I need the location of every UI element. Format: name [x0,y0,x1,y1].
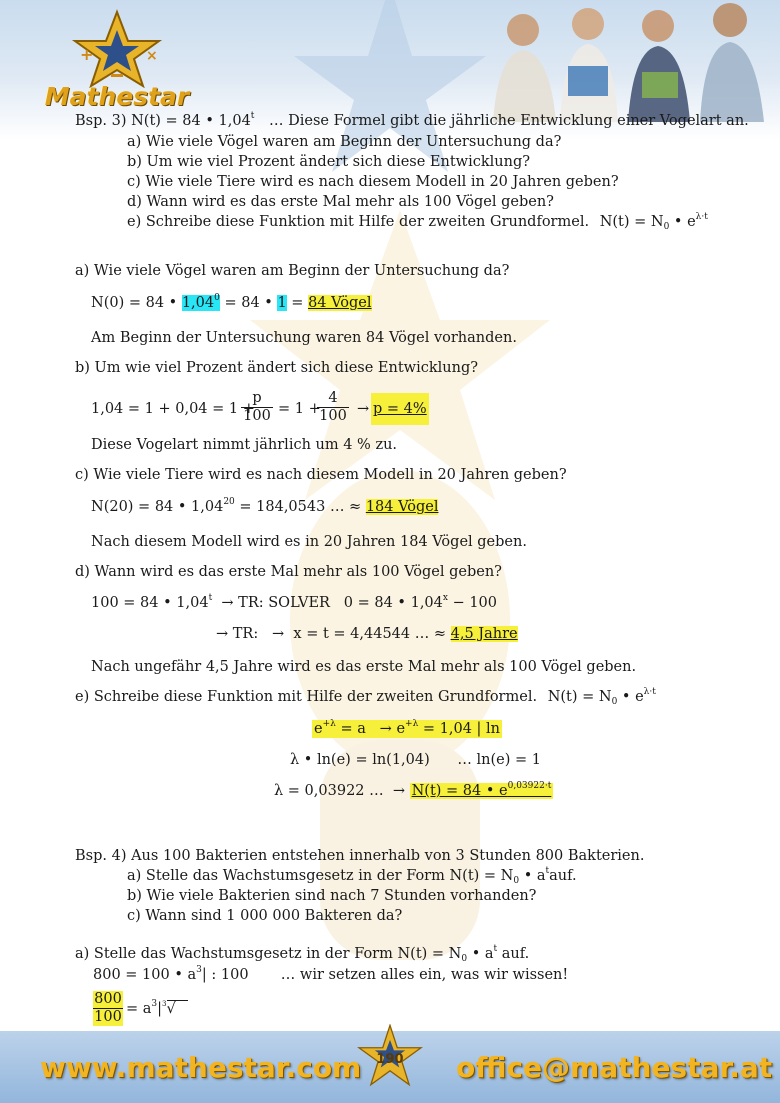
solution3-d-equation-2 [216,625,518,643]
b-eq-mid: = 1 + [278,401,321,417]
solution3-b-answer: Diese Vogelart nimmt jährlich um 4 % zu. [91,437,398,453]
s4-title-end: auf. [497,946,530,962]
b-fraction-1 [241,390,273,425]
s4-title-sub: 0 [461,954,468,964]
task3-label: Bsp. 3) [75,113,127,129]
task3-question-e [127,213,708,231]
solution4-a-title [75,945,529,963]
e-title-exp: λ·t [643,687,656,697]
task3-heading [75,112,749,130]
s4-frac-denominator: 100 [94,1009,122,1025]
task4-qa-sub: 0 [513,876,520,886]
s4-title-mid: • a [467,946,494,962]
e-eq1-b: = a → e [335,721,406,737]
b-arrow: → [357,401,370,417]
a-eq-start: N(0) = 84 • [91,295,178,311]
task3-question-e-sub: 0 [663,222,670,232]
e-title-formula: N(t) = N [547,689,612,705]
c-eq: N(20) = 84 • 1,04 [91,499,224,515]
solution3-a-equation [91,294,372,312]
d-result: 4,5 Jahre [450,626,518,642]
solution3-c-answer: Nach diesem Modell wird es in 20 Jahren 184 Vögel geben. [91,534,527,550]
s4-eq1-rest: | : 100 … wir setzen alles ein, was wir wissen! [201,967,569,983]
d-eq1-exp: t [208,593,213,603]
mathestar-logo [42,8,192,112]
task3-question-e-exp: λ·t [695,212,708,222]
c-eq-exp: 20 [223,497,235,507]
students-photo [468,2,780,122]
s4-eq2-exp: 3 [151,999,158,1009]
s4-title-exp: t [493,944,498,954]
b-frac1-numerator: p [241,390,273,408]
solution3-b-title: b) Um wie viel Prozent ändert sich diese Entwicklung? [75,360,479,376]
e-result-text: N(t) = 84 • e [411,783,508,799]
e-result-exp: 0,03922·t [507,781,552,791]
task4-qa-mid: • a [519,868,546,884]
s4-eq1-exp: 3 [196,965,202,975]
page-number: 190 [376,1052,404,1067]
task4-question-b: b) Wie viele Bakterien sind nach 7 Stunden vorhanden? [127,888,537,904]
d-eq1-rest: → TR: SOLVER 0 = 84 • 1,04 [212,595,443,611]
footer-email-link[interactable]: office@mathestar.at [456,1051,773,1084]
e-title-mid: • e [617,689,644,705]
s4-eq2-rest: | [157,1001,163,1017]
task3-question-b: b) Um wie viel Prozent ändert sich diese Entwicklung? [127,154,531,170]
solution3-e-title [75,688,656,706]
solution3-a-answer: Am Beginn der Untersuchung waren 84 Vögel vorhanden. [91,330,517,346]
e-result [410,783,554,799]
solution3-d-title: d) Wann wird es das erste Mal mehr als 100 Vögel geben? [75,564,502,580]
s4-fraction [93,991,123,1026]
task3-question-a: a) Wie viele Vögel waren am Beginn der Untersuchung da? [127,134,562,150]
task4-question-c: c) Wann sind 1 000 000 Bakteren da? [127,908,403,924]
b-frac1-denominator: 100 [243,408,271,424]
task4-qa-text: a) Stelle das Wachstumsgesetz in der Form N(t) = N [127,868,514,884]
logo-star-icon [42,8,192,88]
a-eq-highlight-one: 1 [277,295,287,311]
s4-eq2: = a [126,1001,152,1017]
e-eq1-c: = 1,04 | ln [418,721,501,737]
s4-root-index: 3 [162,1000,167,1008]
solution3-a-title: a) Wie viele Vögel waren am Beginn der Untersuchung da? [75,263,510,279]
task3-question-e-mid: • e [669,214,696,230]
e-eq1-a-exp: +λ [322,719,336,729]
task3-question-c: c) Wie viele Tiere wird es nach diesem Modell in 20 Jahren geben? [127,174,619,190]
b-frac2-denominator: 100 [319,408,347,424]
s4-frac-numerator: 800 [94,991,122,1007]
svg-text:×: × [146,48,158,64]
d-eq1: 100 = 84 • 1,04 [91,595,209,611]
task4-question-a [127,867,577,885]
solution3-c-title: c) Wie viele Tiere wird es nach diesem Modell in 20 Jahren geben? [75,467,567,483]
task3-intro: … Diese Formel gibt die jährliche Entwicklung einer Vogelart an. [269,113,749,129]
e-eq3: λ = 0,03922 … → [274,783,405,799]
task3-question-e-formula: N(t) = N [599,214,664,230]
solution4-equation-1 [93,966,568,984]
b-frac2-numerator: 4 [317,390,349,408]
e-title-text: e) Schreibe diese Funktion mit Hilfe der zweiten Grundformel. [75,689,538,705]
solution3-d-equation-1 [91,594,497,612]
b-result-box [371,393,429,425]
solution4-equation-2 [126,1000,188,1018]
s4-root-sign: √ [167,1000,188,1017]
task4-heading: Bsp. 4) Aus 100 Bakterien entstehen innerhalb von 3 Stunden 800 Bakterien. [75,848,645,864]
a-result: 84 Vögel [308,295,372,311]
a-eq-power-exp: 0 [214,293,220,303]
solution3-d-answer: Nach ungefähr 4,5 Jahre wird es das erste Mal mehr als 100 Vögel geben. [91,659,637,675]
e-eq1-b-exp: +λ [405,719,419,729]
a-eq-mid: = 84 • [224,295,273,311]
c-result: 184 Vögel [365,499,439,515]
solution3-c-equation [91,498,438,516]
e-eq1-a: e [314,721,323,737]
task4-qa-end: auf. [549,868,577,884]
d-eq1-exp2: x [442,593,448,603]
logo-text: Mathestar [44,82,190,111]
task3-question-d: d) Wann wird es das erste Mal mehr als 100 Vögel geben? [127,194,554,210]
task4-qa-exp: t [545,866,550,876]
d-eq2: → TR: → x = t = 4,44544 … ≈ [216,626,446,642]
b-fraction-2 [317,390,349,425]
e-equation-3 [274,782,553,800]
a-eq-base: 1,04 [181,295,215,311]
b-eq-start: 1,04 = 1 + 0,04 = 1 + [91,401,255,417]
d-eq1-end: − 100 [447,595,498,611]
svg-text:+: + [80,45,94,64]
a-eq-highlight-power [182,295,220,311]
s4-eq1: 800 = 100 • a [93,967,197,983]
e-equation-1 [312,720,502,738]
e-title-sub: 0 [611,697,618,707]
s4-title-text: a) Stelle das Wachstumsgesetz in der Form N(t) = N [75,946,462,962]
a-eq-equals: = [291,295,304,311]
footer-website-link[interactable]: www.mathestar.com [40,1051,362,1084]
task3-formula: N(t) = 84 • 1,04 [131,113,251,129]
task3-formula-exp: t [250,111,255,121]
b-result: p = 4% [373,401,427,417]
e-equation-2: λ • ln(e) = ln(1,04) … ln(e) = 1 [290,752,542,768]
task3-question-e-text: e) Schreibe diese Funktion mit Hilfe der zweiten Grundformel. [127,214,590,230]
c-eq-rest: = 184,0543 … ≈ [234,499,362,515]
